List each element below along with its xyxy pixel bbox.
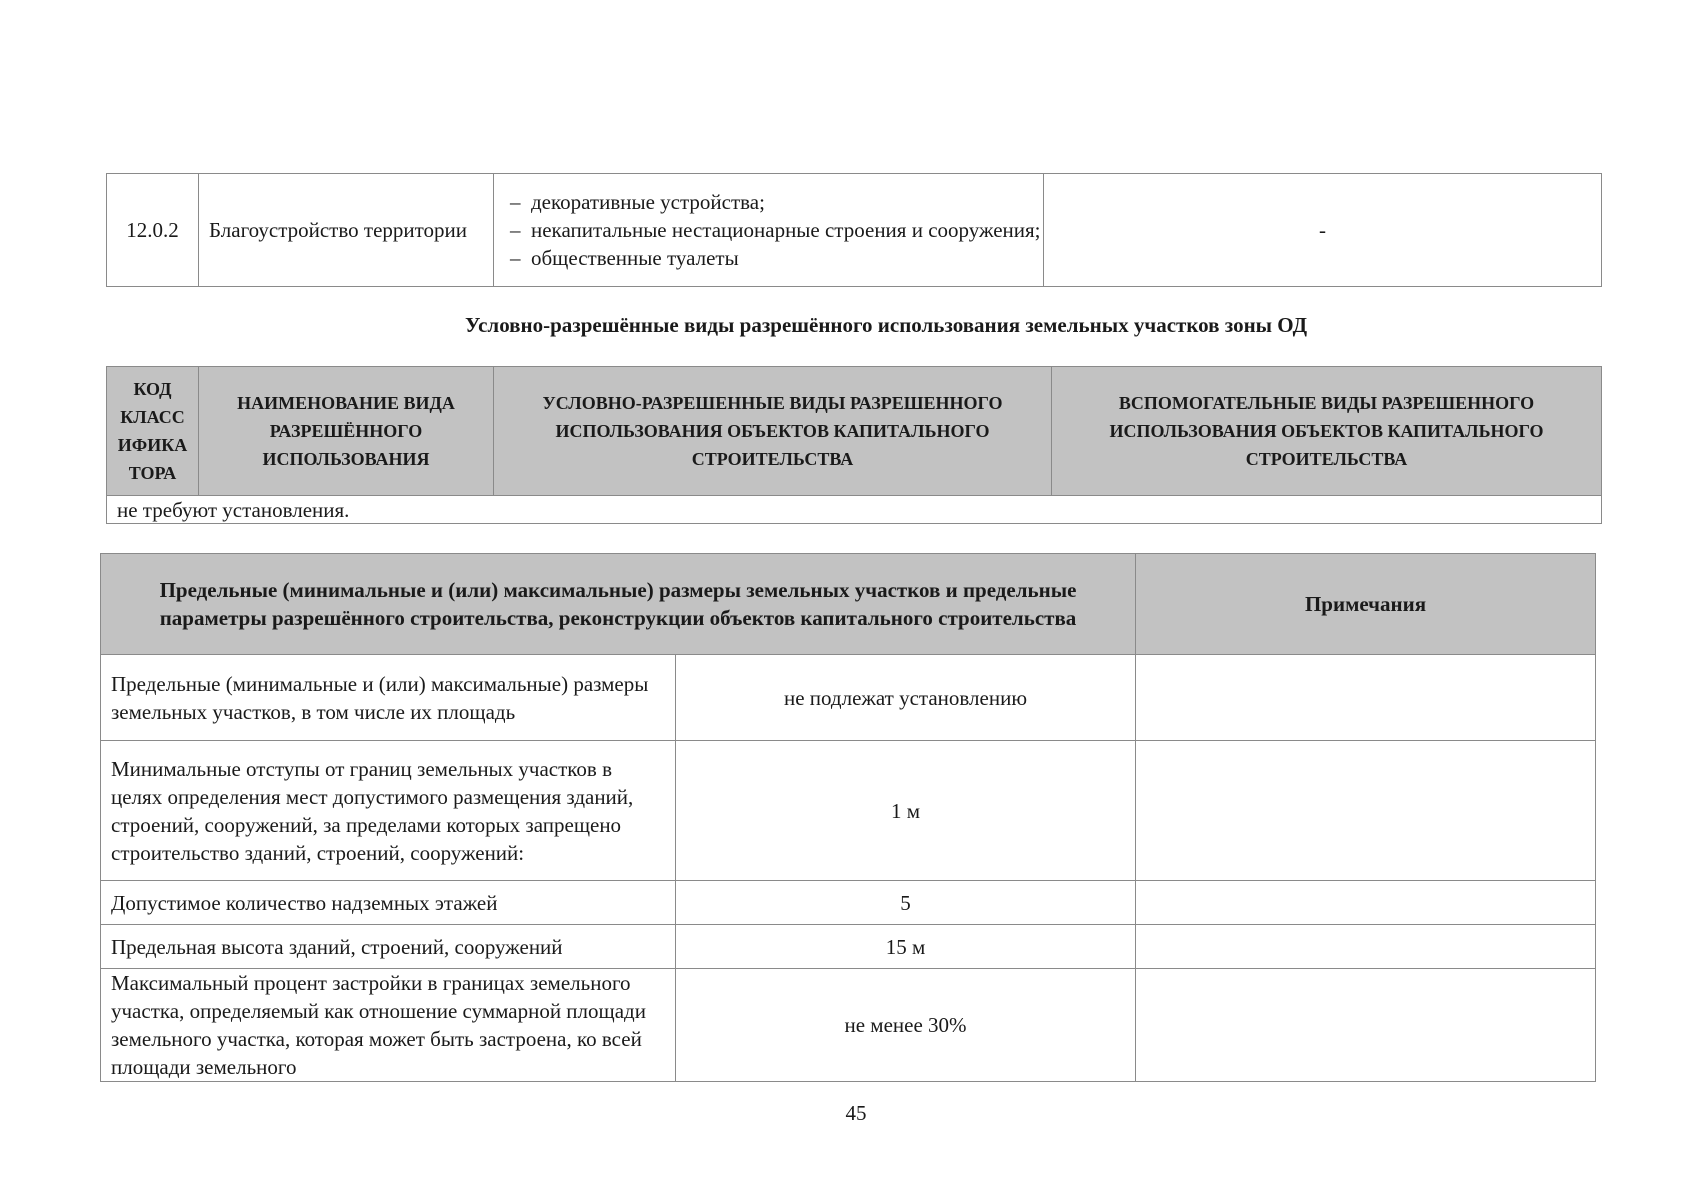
section-title: Условно-разрешённые виды разрешённого использования земельных участков зоны ОД — [464, 313, 1308, 337]
table-row — [101, 881, 1596, 925]
parameter-value: 5 — [676, 881, 1136, 925]
list-item-text: общественные туалеты — [531, 246, 739, 270]
parameter-value: 15 м — [676, 925, 1136, 969]
table-row — [101, 741, 1596, 881]
column-header-notes: Примечания — [1136, 554, 1596, 655]
parameter-name: Предельные (минимальные и (или) максимальные) размеры земельных участков, в том числе их площадь — [101, 655, 676, 741]
parameter-value: не менее 30% — [676, 969, 1136, 1082]
parameter-name: Минимальные отступы от границ земельных участков в целях определения мест допустимого размещения зданий, строений, сооружений, за пределами которых запрещено строительство зданий, строений, сооружений: — [101, 741, 676, 881]
table-row — [101, 655, 1596, 741]
column-header-auxiliary-uses: ВСПОМОГАТЕЛЬНЫЕ ВИДЫ РАЗРЕШЕННОГО ИСПОЛЬЗОВАНИЯ ОБЪЕКТОВ КАПИТАЛЬНОГО СТРОИТЕЛЬСТВА — [1052, 367, 1602, 496]
parameter-name-text: Максимальный процент застройки в границах земельного участка, определяемый как отношение суммарной площади земельного участка, которая может быть застроена, ко всей площади земельного — [111, 971, 646, 1079]
building-parameters-table — [100, 553, 1596, 1082]
table-header-row — [107, 367, 1602, 496]
dash-bullet: – — [510, 190, 521, 214]
not-required-note: не требуют установления. — [107, 496, 1602, 524]
list-item-text: декоративные устройства; — [531, 190, 765, 214]
permitted-use-table-continuation — [106, 173, 1602, 287]
parameter-note — [1136, 925, 1596, 969]
table-row — [101, 969, 1596, 1082]
parameter-note — [1136, 655, 1596, 741]
table-row — [107, 174, 1602, 287]
use-type-name: Благоустройство территории — [199, 174, 494, 287]
parameter-name — [101, 969, 676, 1082]
permitted-objects-list — [494, 174, 1044, 287]
parameter-note — [1136, 741, 1596, 881]
conditional-uses-table — [106, 366, 1602, 524]
parameter-value: 1 м — [676, 741, 1136, 881]
column-header-code: КОД КЛАСС ИФИКА ТОРА — [107, 367, 199, 496]
auxiliary-uses-cell: - — [1044, 174, 1602, 287]
column-header-parameters: Предельные (минимальные и (или) максимальные) размеры земельных участков и предельные параметры разрешённого строительства, реконструкции объектов капитального строительства — [101, 554, 1136, 655]
parameter-value: не подлежат установлению — [676, 655, 1136, 741]
classifier-code: 12.0.2 — [107, 174, 199, 287]
table-row — [101, 925, 1596, 969]
column-header-conditional-uses: УСЛОВНО-РАЗРЕШЕННЫЕ ВИДЫ РАЗРЕШЕННОГО ИСПОЛЬЗОВАНИЯ ОБЪЕКТОВ КАПИТАЛЬНОГО СТРОИТЕЛЬСТВА — [494, 367, 1052, 496]
list-item — [496, 188, 1043, 216]
table-row — [107, 496, 1602, 524]
parameter-name: Допустимое количество надземных этажей — [101, 881, 676, 925]
list-item — [496, 216, 1043, 244]
list-item-text: некапитальные нестационарные строения и сооружения; — [531, 218, 1041, 242]
page-number: 45 — [845, 1101, 867, 1125]
column-header-use-name: НАИМЕНОВАНИЕ ВИДА РАЗРЕШЁННОГО ИСПОЛЬЗОВАНИЯ — [199, 367, 494, 496]
dash-bullet: – — [510, 218, 521, 242]
parameter-name: Предельная высота зданий, строений, сооружений — [101, 925, 676, 969]
parameter-note — [1136, 969, 1596, 1082]
dash-bullet: – — [510, 246, 521, 270]
parameter-note — [1136, 881, 1596, 925]
list-item — [496, 244, 1043, 272]
table-header-row — [101, 554, 1596, 655]
